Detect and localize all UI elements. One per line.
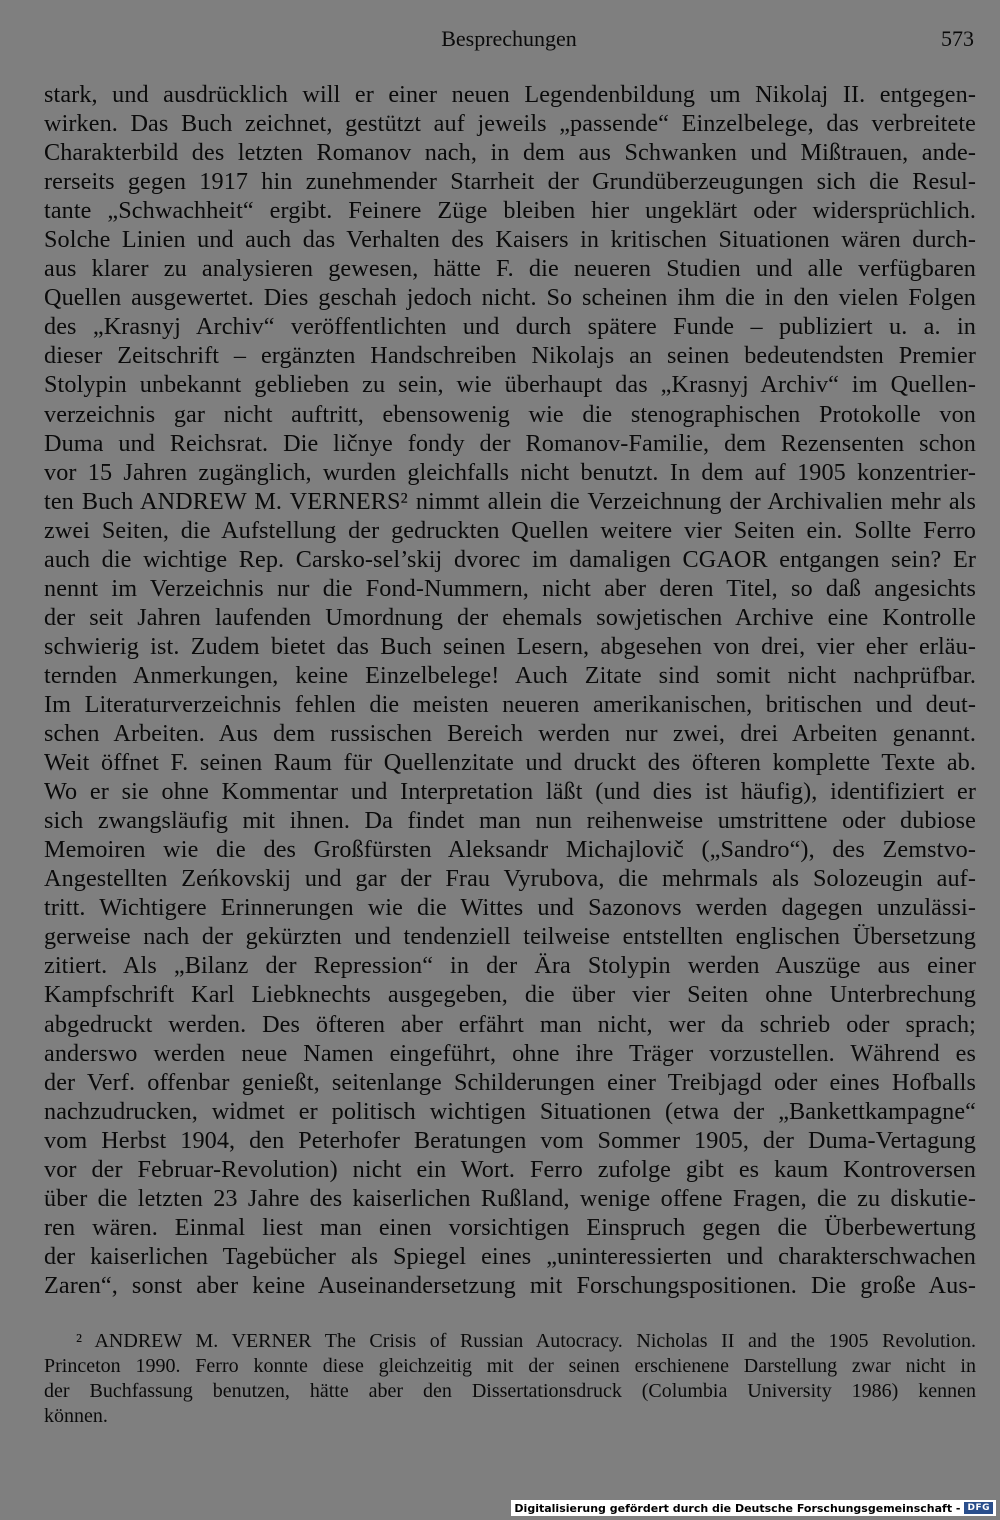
footnote-line: ² ANDREW M. VERNER The Crisis of Russian Autocracy. Nicholas II and the 1905 Revolution. [76, 1330, 976, 1352]
text-line: nachzudrucken, widmet er politisch wichtigen Situationen (etwa der „Bankettkampagne“ [44, 1097, 976, 1125]
text-line: dieser Zeitschrift – ergänzten Handschreiben Nikolajs an seinen bedeutendsten Premier [44, 342, 976, 370]
text-line: der Verf. offenbar genießt, seitenlange Schilderungen einer Treibjagd oder eines Hofballs [44, 1068, 976, 1096]
text-line: Duma und Reichsrat. Die ličnye fondy der Romanov-Familie, dem Rezensenten schon [44, 429, 976, 457]
text-line: zitiert. Als „Bilanz der Repression“ in der Ära Stolypin werden Auszüge aus einer [44, 952, 976, 980]
text-line: abgedruckt werden. Des öfteren aber erfährt man nicht, wer da schrieb oder sprach; [44, 1010, 976, 1038]
running-head: Besprechungen [441, 26, 577, 51]
dfg-logo: DFG [964, 1502, 993, 1514]
text-line: Wo er sie ohne Kommentar und Interpretation läßt (und dies ist häufig), identifiziert er [44, 778, 976, 806]
page-number: 573 [941, 26, 974, 51]
text-line: vor der Februar-Revolution) nicht ein Wort. Ferro zufolge gibt es kaum Kontroversen [44, 1155, 976, 1183]
text-line: ternden Anmerkungen, keine Einzelbelege! Auch Zitate sind somit nicht nachprüfbar. [44, 661, 976, 689]
text-line: Im Literaturverzeichnis fehlen die meisten neueren amerikanischen, britischen und deut- [44, 690, 976, 718]
credit-text: Digitalisierung gefördert durch die Deutsche Forschungsgemeinschaft - [514, 1501, 961, 1515]
text-line: Stolypin unbekannt geblieben zu sein, wie überhaupt das „Krasnyj Archiv“ im Quellen- [44, 371, 976, 399]
text-line: stark, und ausdrücklich will er einer neuen Legendenbildung um Nikolaj II. entgegen- [44, 81, 976, 108]
digitization-credit [511, 1500, 996, 1516]
text-line: nennt im Verzeichnis nur die Fond-Nummern, nicht aber deren Titel, so daß angesichts [44, 574, 976, 602]
text-line: Angestellten Zeńkovskij und gar der Frau Vyrubova, die mehrmals als Solozeugin auf- [44, 865, 976, 893]
footnote-line: der Buchfassung benutzen, hätte aber den Dissertationsdruck (Columbia University 1986) kennen [44, 1380, 976, 1402]
text-line: ten Buch ANDREW M. VERNERS² nimmt allein die Verzeichnung der Archivalien mehr als [44, 487, 976, 515]
text-line: der kaiserlichen Tagebücher als Spiegel eines „uninteressierten und charakterschwachen [44, 1242, 976, 1270]
text-line: anderswo werden neue Namen eingeführt, ohne ihre Träger vorzustellen. Während es [44, 1039, 976, 1067]
text-line: gerweise nach der gekürzten und tendenziell teilweise entstellten englischen Übersetzung [44, 923, 976, 951]
page-header [44, 22, 974, 56]
text-line: vor 15 Jahren zugänglich, wurden gleichfalls nicht benutzt. In dem auf 1905 konzentrier- [44, 458, 976, 486]
text-line: der seit Jahren laufenden Umordnung der ehemals sowjetischen Archive eine Kontrolle [44, 603, 976, 631]
text-line: Charakterbild des letzten Romanov nach, in dem aus Schwanken und Mißtrauen, ande- [44, 139, 976, 167]
footnotes [44, 1329, 976, 1429]
text-line: auch die wichtige Rep. Carsko-sel’skij dvorec im damaligen CGAOR entgangen sein? Er [44, 545, 976, 573]
text-line: tante „Schwachheit“ ergibt. Feinere Züge bleiben hier ungeklärt oder widersprüchlich. [44, 197, 976, 225]
text-line: wirken. Das Buch zeichnet, gestützt auf jeweils „passende“ Einzelbelege, das verbreitete [44, 110, 976, 138]
text-line: über die letzten 23 Jahre des kaiserlichen Rußland, wenige offene Fragen, die zu diskutie- [44, 1184, 976, 1212]
body-text [44, 80, 976, 1300]
text-line: ren wären. Einmal liest man einen vorsichtigen Einspruch gegen die Überbewertung [44, 1213, 976, 1241]
footnote-line: Princeton 1990. Ferro konnte diese gleichzeitig mit der seinen erschienene Darstellung zwar nicht in [44, 1355, 976, 1377]
text-line: Weit öffnet F. seinen Raum für Quellenzitate und druckt des öfteren komplette Texte ab. [44, 749, 976, 777]
text-line: sich zwangsläufig mit ihnen. Da findet man nun reihenweise umstrittene oder dubiose [44, 807, 976, 835]
text-line: des „Krasnyj Archiv“ veröffentlichten und durch spätere Funde – publiziert u. a. in [44, 313, 976, 341]
text-line: vom Herbst 1904, den Peterhofer Beratungen vom Sommer 1905, der Duma-Vertagung [44, 1126, 976, 1154]
footnote-line: können. [44, 1405, 108, 1427]
text-line: Kampfschrift Karl Liebknechts ausgegeben, die über vier Seiten ohne Unterbrechung [44, 981, 976, 1009]
text-line: schen Arbeiten. Aus dem russischen Bereich werden nur zwei, drei Arbeiten genannt. [44, 720, 976, 748]
text-line: schwierig ist. Zudem bietet das Buch seinen Lesern, abgesehen von drei, vier eher erläu- [44, 632, 976, 660]
text-line: Solche Linien und auch das Verhalten des Kaisers in kritischen Situationen wären durch- [44, 226, 976, 254]
text-line: zwei Seiten, die Aufstellung der gedruckten Quellen weitere vier Seiten ein. Sollte Ferro [44, 516, 976, 544]
text-line: Zaren“, sonst aber keine Auseinandersetzung mit Forschungspositionen. Die große Aus- [44, 1271, 976, 1299]
text-line: aus klarer zu analysieren gewesen, hätte F. die neueren Studien und alle verfügbaren [44, 255, 976, 283]
text-line: Memoiren wie die des Großfürsten Aleksandr Michajlovič („Sandro“), des Zemstvo- [44, 836, 976, 864]
text-line: tritt. Wichtigere Erinnerungen wie die Wittes und Sazonovs werden dagegen unzulässi- [44, 894, 976, 922]
text-line: verzeichnis gar nicht auftritt, ebensowenig wie die stenographischen Protokolle von [44, 400, 976, 428]
text-line: rerseits gegen 1917 hin zunehmender Starrheit der Grundüberzeugungen sich die Resul- [44, 168, 976, 196]
text-line: Quellen ausgewertet. Dies geschah jedoch nicht. So scheinen ihm die in den vielen Folgen [44, 284, 976, 312]
